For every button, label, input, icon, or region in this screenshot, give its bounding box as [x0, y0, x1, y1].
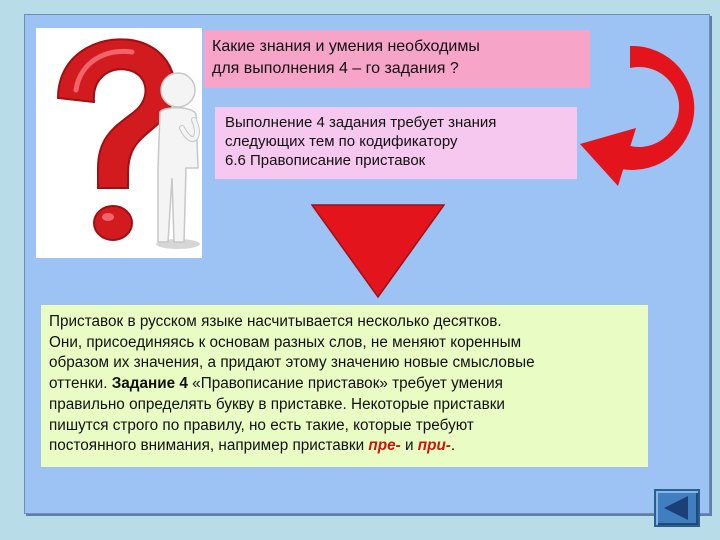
- answer-line: следующих тем по кодификатору: [225, 133, 458, 150]
- info-text: «Правописание приставок» требует умения: [187, 375, 503, 393]
- picture-frame: [36, 28, 202, 258]
- info-line: [49, 374, 642, 395]
- info-text: постоянного внимания, например приставки: [49, 437, 369, 455]
- info-line: правильно определять букву в приставке. Некоторые приставки: [49, 395, 505, 413]
- prefix-pre: пре-: [368, 437, 401, 455]
- info-line: пишутся строго по правилу, но есть такие, которые требуют: [49, 416, 474, 434]
- back-arrow-icon: [656, 491, 698, 525]
- info-line: Они, присоединяясь к основам разных слов, не меняют коренным: [49, 333, 522, 351]
- back-button[interactable]: [654, 489, 700, 527]
- info-text: оттенки.: [49, 375, 112, 393]
- answer-line: Выполнение 4 задания требует знания: [225, 114, 497, 131]
- prefix-pri: при-: [417, 437, 451, 455]
- down-triangle-icon: [311, 203, 445, 299]
- question-mark-figure-icon: [36, 28, 202, 258]
- info-box: [41, 305, 648, 467]
- task-label: Задание 4: [111, 375, 188, 393]
- info-line: Приставок в русском языке насчитывается несколько десятков.: [49, 313, 502, 330]
- question-box: [204, 30, 590, 88]
- question-line: Какие знания и умения необходимы: [212, 38, 480, 55]
- answer-line: 6.6 Правописание приставок: [225, 152, 426, 169]
- info-text: .: [450, 437, 456, 455]
- connector-text: и: [400, 437, 418, 455]
- curved-arrow-icon: [578, 40, 703, 190]
- question-line: для выполнения 4 – го задания ?: [212, 60, 459, 77]
- info-line: образом их значения, а придают этому значению новые смысловые: [49, 354, 535, 372]
- answer-box: [215, 107, 577, 179]
- info-line: [49, 436, 642, 457]
